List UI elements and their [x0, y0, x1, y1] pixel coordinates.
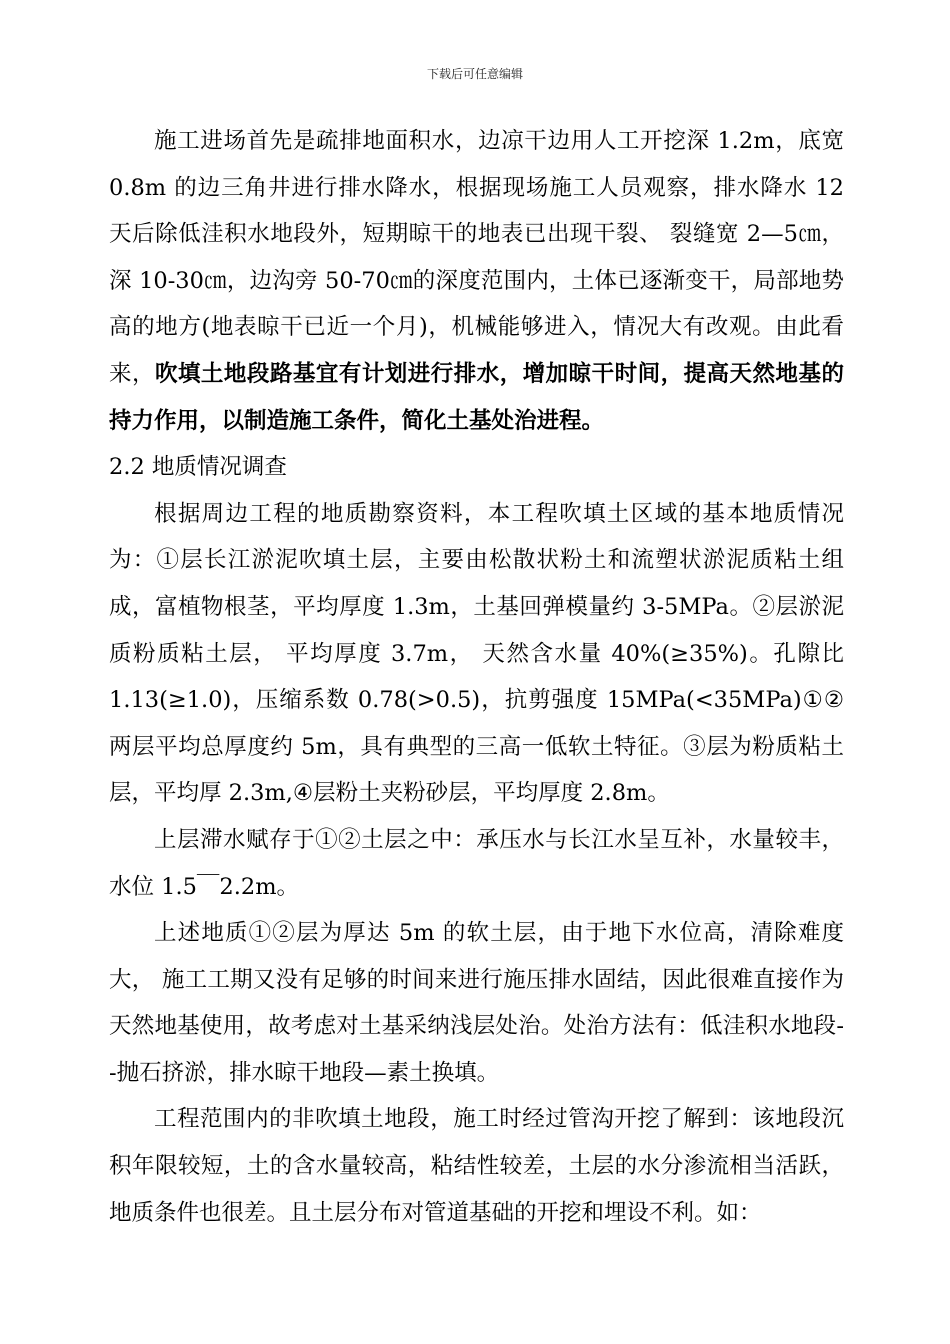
paragraph-drainage-conclusion: 吹填土地段路基宜有计划进行排水，增加晾干时间，提高天然地基的持力作用，以制造施工条件，简化土基处治进程。: [109, 360, 844, 434]
paragraph-geology: 根据周边工程的地质勘察资料，本工程吹填土区域的基本地质情况为：①层长江淤泥吹填土层，主要由松散状粉土和流塑状淤泥质粘土组成，富植物根茎，平均厚度 1.3m，土基回弹模量约 3-5MPa。②层淤泥质粉质粘土层， 平均厚度 3.7m， 天然含水量 40%(≥35%)。孔隙比 1.13(≥1.0)，压缩系数 0.78(>0.5)，抗剪强度 15MPa(<35MPa)①② 两层平均总厚度约 5m，具有典型的三高一低软土特征。③层为粉质粘土层，平均厚 2.3m,④层粉土夹粉砂层，平均厚度 2.8m。: [109, 500, 844, 807]
paragraph-drainage: [109, 118, 844, 444]
page-header: 下载后可任意编辑: [426, 67, 523, 81]
paragraph-groundwater: 上层滞水赋存于①②土层之中：承压水与长江水呈互补，水量较丰，水位 1.5￣2.2m。: [109, 826, 844, 900]
paragraph-treatment: 上述地质①②层为厚达 5m 的软土层，由于地下水位高，清除难度大， 施工工期又没有足够的时间来进行施压排水固结，因此很难直接作为天然地基使用，故考虑对土基采纳浅层处治。处治方法有：低洼积水地段--抛石挤淤，排水晾干地段—素土换填。: [109, 920, 844, 1086]
paragraph-non-fill-area: 工程范围内的非吹填土地段，施工时经过管沟开挖了解到：该地段沉积年限较短，土的含水量较高，粘结性较差，土层的水分渗流相当活跃，地质条件也很差。且土层分布对管道基础的开挖和埋设不利。如：: [109, 1106, 844, 1226]
document-body: [109, 118, 844, 1236]
section-title-geology: 2.2 地质情况调查: [109, 454, 287, 481]
paragraph-drainage-text: 施工进场首先是疏排地面积水，边凉干边用人工开挖深 1.2m，底宽 0.8m 的边三角井进行排水降水，根据现场施工人员观察，排水降水 12 天后除低洼积水地段外，短期晾干的地表已出现干裂、 裂缝宽 2—5㎝，深 10-30㎝，边沟旁 50-70㎝的深度范围内，土体已逐渐变干，局部地势高的地方(地表晾干已近一个月)，机械能够进入，情况大有改观。由此看来，: [109, 128, 844, 387]
